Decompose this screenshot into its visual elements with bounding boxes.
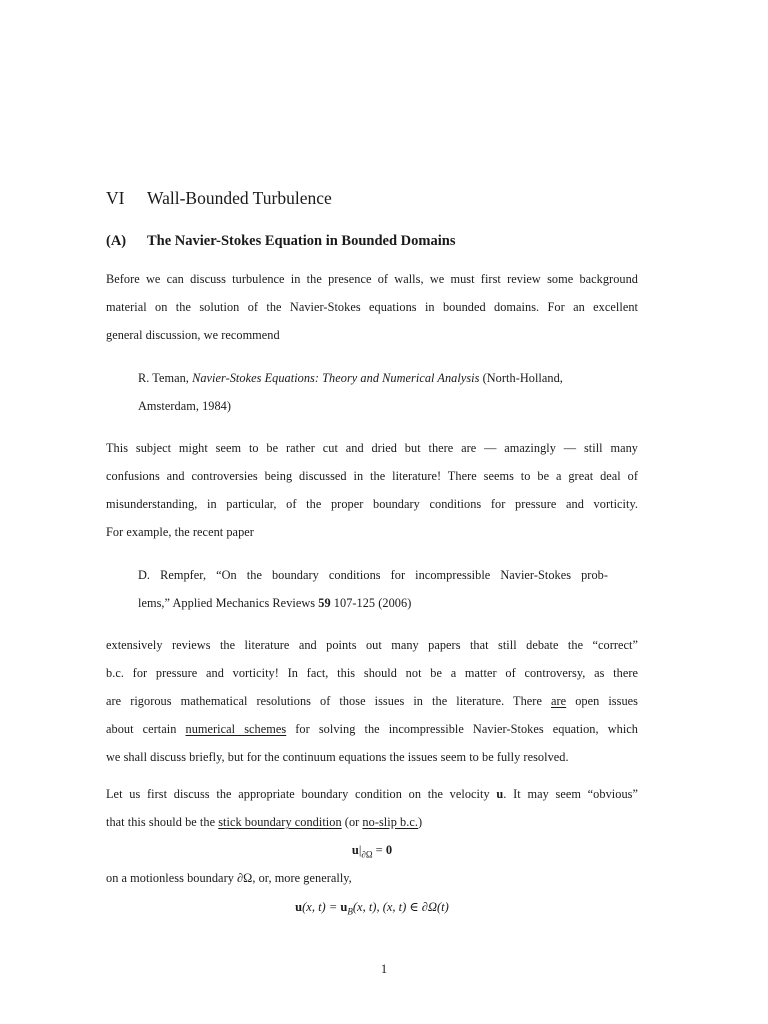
underlined-no-slip: no-slip b.c.: [362, 815, 419, 829]
paragraph-line: we shall discuss briefly, but for the continuum equations the issues seem to be fully resolved.: [106, 750, 569, 764]
chapter-title: Wall-Bounded Turbulence: [147, 188, 332, 208]
math-bar: |: [358, 843, 362, 857]
reference-rempfer: D. Rempfer, “On the boundary conditions for incompressible Navier-Stokes prob-: [138, 568, 608, 582]
paragraph-line: For example, the recent paper: [106, 525, 254, 539]
underlined-stick-bc: stick boundary condition: [218, 815, 342, 829]
chapter-number: VI: [106, 188, 125, 208]
reference-teman: [138, 371, 608, 386]
text-run: about certain: [106, 722, 186, 736]
page-number: 1: [380, 962, 388, 976]
paragraph-line: [106, 815, 638, 830]
paragraph-line: [106, 694, 638, 709]
reference-publisher: (North-Holland,: [479, 371, 563, 385]
paragraph-line: [106, 722, 638, 737]
text-run: (or: [341, 815, 363, 829]
section-heading: [106, 233, 455, 250]
paragraph-line: This subject might seem to be rather cut and dried but there are — amazingly — still many: [106, 441, 638, 455]
text-run: . It may seem “obvious”: [503, 787, 638, 801]
paragraph-line: general discussion, we recommend: [106, 328, 280, 342]
text-run: that this should be the: [106, 815, 219, 829]
text-run: for solving the incompressible Navier-Stokes equation, which: [286, 722, 638, 736]
math-subscript: ∂Ω: [361, 849, 373, 860]
underlined-are: are: [551, 694, 567, 708]
reference-pages: 107-125 (2006): [330, 596, 412, 610]
paragraph-line: [106, 787, 638, 802]
text-run: are rigorous mathematical resolutions of those issues in the literature. There: [106, 694, 551, 708]
math-symbol: u: [351, 843, 359, 857]
reference-author: R. Teman,: [138, 371, 193, 385]
reference-line: [138, 596, 608, 611]
equation-moving-boundary: [106, 899, 638, 917]
paragraph-line: on a motionless boundary ∂Ω, or, more generally,: [106, 871, 352, 885]
reference-line: Amsterdam, 1984): [138, 399, 232, 413]
paragraph-line: Before we can discuss turbulence in the presence of walls, we must first review some background: [106, 272, 638, 286]
math-symbol: (x, t), (x, t) ∈ ∂Ω(t): [352, 900, 449, 914]
paragraph-line: extensively reviews the literature and points out many papers that still debate the “correct”: [106, 638, 638, 652]
text-run: open issues: [566, 694, 639, 708]
paragraph-line: confusions and controversies being discussed in the literature! There seems to be a great deal of: [106, 469, 638, 483]
underlined-numerical-schemes: numerical schemes: [185, 722, 287, 736]
section-title: The Navier-Stokes Equation in Bounded Domains: [147, 233, 456, 249]
equation-no-slip: [106, 843, 638, 860]
math-subscript: B: [347, 906, 353, 917]
reference-volume: 59: [318, 596, 331, 610]
paragraph-line: material on the solution of the Navier-Stokes equations in bounded domains. For an excellent: [106, 300, 638, 314]
math-symbol: 0: [385, 843, 393, 857]
math-symbol: u: [340, 900, 348, 914]
paragraph-line: misunderstanding, in particular, of the proper boundary conditions for pressure and vorticity.: [106, 497, 638, 511]
chapter-heading: [106, 188, 332, 209]
velocity-symbol: u: [496, 787, 504, 801]
reference-title: Navier-Stokes Equations: Theory and Numerical Analysis: [192, 371, 480, 385]
math-symbol: u: [295, 900, 303, 914]
paragraph-line: b.c. for pressure and vorticity! In fact, this should not be a matter of controversy, as there: [106, 666, 638, 680]
text-run: ): [418, 815, 423, 829]
text-run: Let us first discuss the appropriate boundary condition on the velocity: [106, 787, 497, 801]
section-number: (A): [106, 233, 127, 249]
math-symbol: (x, t) =: [302, 900, 341, 914]
reference-text: lems,” Applied Mechanics Reviews: [138, 596, 319, 610]
math-symbol: =: [372, 843, 386, 857]
